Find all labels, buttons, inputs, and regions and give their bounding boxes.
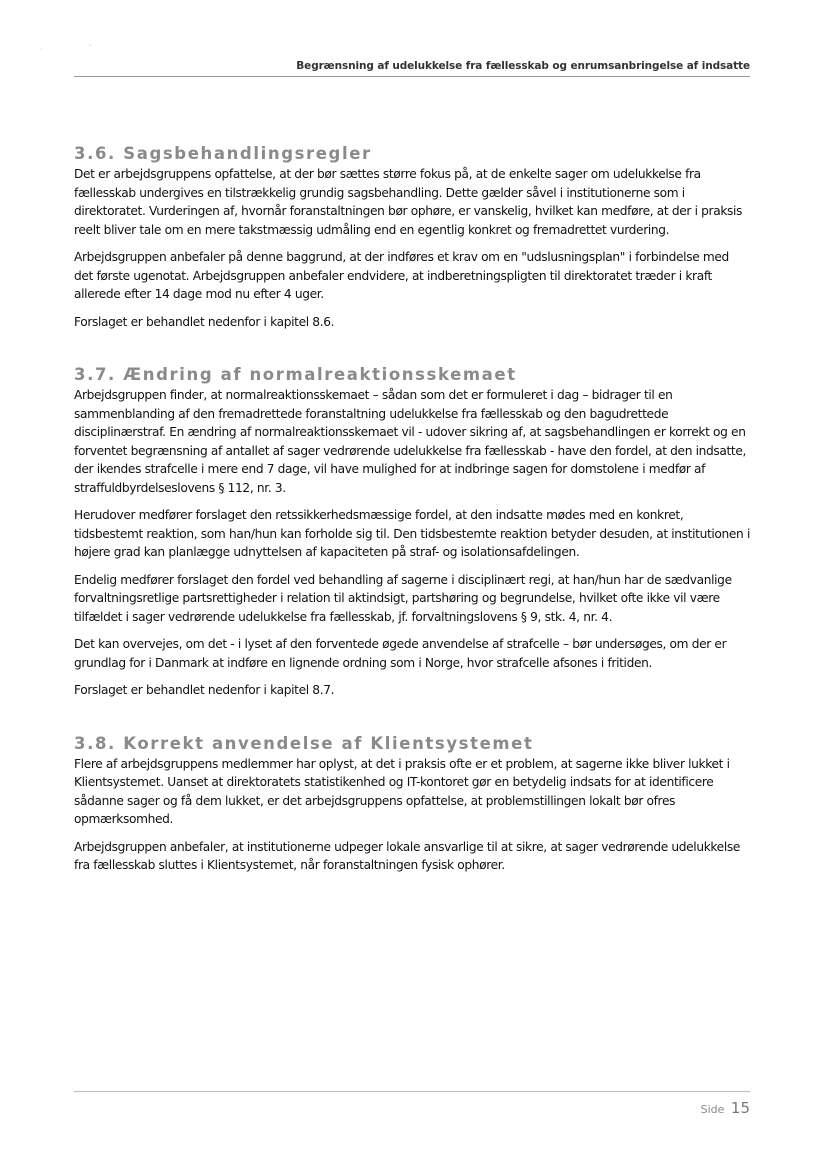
paragraph: Herudover medfører forslaget den retssikkerhedsmæssige fordel, at den indsatte mødes med en konkret, tidsbestemt reaktion, som han/hun kan forholde sig til. Den tidsbestemte reaktion betyder desuden, at institutionen i højere grad kan planlægge udnyttelsen af kapaciteten på straf- og isolationsafdelingen. bbox=[74, 508, 750, 559]
paragraph: Forslaget er behandlet nedenfor i kapitel 8.6. bbox=[74, 314, 335, 329]
page-label: Side bbox=[700, 1103, 725, 1116]
paragraph: Flere af arbejdsgruppens medlemmer har oplyst, at det i praksis ofte er et problem, at sagerne ikke bliver lukket i Klientsystemet. Uanset at direktoratets statistikenhed og IT-kontoret gør en betydelig indsats for at identificere sådanne sager og få dem lukket, er det arbejdsgruppens opfattelse, at problemstillingen lokalt bør ofres opmærksomhed. bbox=[74, 756, 730, 826]
page-number-value: 15 bbox=[730, 1099, 750, 1117]
paragraph: Arbejdsgruppen anbefaler på denne baggrund, at der indføres et krav om en "udslusningsplan" i forbindelse med det første ugenotat. Arbejdsgruppen anbefaler endvidere, at indberetningspligten til direktoratet træder i kraft allerede efter 14 dage mod nu efter 4 uger. bbox=[74, 250, 729, 301]
paragraph: Arbejdsgruppen anbefaler, at institutionerne udpeger lokale ansvarlige til at sikre, at sager vedrørende udelukkelse fra fællesskab sluttes i Klientsystemet, når foranstaltningen fysisk ophører. bbox=[74, 839, 741, 872]
paragraph: Forslaget er behandlet nedenfor i kapitel 8.7. bbox=[74, 683, 335, 697]
document-body bbox=[74, 143, 750, 884]
section-3-7 bbox=[74, 364, 750, 700]
running-header: Begrænsning af udelukkelse fra fællesskab og enrumsanbringelse af indsatte bbox=[296, 60, 750, 72]
section-heading: 3.6. Sagsbehandlingsregler bbox=[74, 144, 372, 163]
scan-speck: ˊ bbox=[88, 44, 92, 53]
section-3-8 bbox=[74, 733, 750, 875]
paragraph: Det kan overvejes, om det - i lyset af den forventede øgede anvendelse af strafcelle – bør undersøges, om der er grundlag for i Danmark at indføre en lignende ordning som i Norge, hvor strafcelle afsones i fritiden. bbox=[74, 637, 727, 670]
scan-speck: · bbox=[40, 45, 43, 54]
header-divider bbox=[74, 76, 750, 77]
paragraph: Arbejdsgruppen finder, at normalreaktionsskemaet – sådan som det er formuleret i dag – bidrager til en sammenblanding af den fremadrettede foranstaltning udelukkelse fra fællesskab og den bagudrettede disciplinærstraf. En ændring af normalreaktionsskemaet vil - udover sikring af, at sagsbehandlingen er korrekt og en forventet begrænsning af antallet af sager vedrørende udelukkelse fra fællesskab - have den fordel, at den indsatte, der ikendes strafcelle i mere end 7 dage, vil have mulighed for at indbringe sagen for domstolene i medfør af straffuldbyrdelseslovens § 112, nr. 3. bbox=[74, 388, 747, 495]
page-number bbox=[701, 1099, 750, 1117]
section-heading: 3.8. Korrekt anvendelse af Klientsystemet bbox=[74, 733, 534, 753]
section-heading: 3.7. Ændring af normalreaktionsskemaet bbox=[74, 365, 517, 384]
footer-divider bbox=[74, 1091, 750, 1092]
paragraph: Endelig medfører forslaget den fordel ved behandling af sagerne i disciplinært regi, at han/hun har de sædvanlige forvaltningsretlige partsrettigheder i relation til aktindsigt, partshøring og begrundelse, hvilket ofte ikke vil være tilfældet i sager vedrørende udelukkelse fra fællesskab, jf. forvaltningslovens § 9, stk. 4, nr. 4. bbox=[74, 572, 732, 624]
section-3-6 bbox=[74, 143, 750, 331]
paragraph: Det er arbejdsgruppens opfattelse, at der bør sættes større fokus på, at de enkelte sager om udelukkelse fra fællesskab undergives en tilstrækkelig grundig sagsbehandling. Dette gælder såvel i institutionerne som i direktoratet. Vurderingen af, hvornår foranstaltningen bør ophøre, er vanskelig, hvilket kan medføre, at der i praksis reelt bliver tale om en mere takstmæssig udmåling end en egentlig konkret og fremadrettet vurdering. bbox=[74, 167, 743, 237]
